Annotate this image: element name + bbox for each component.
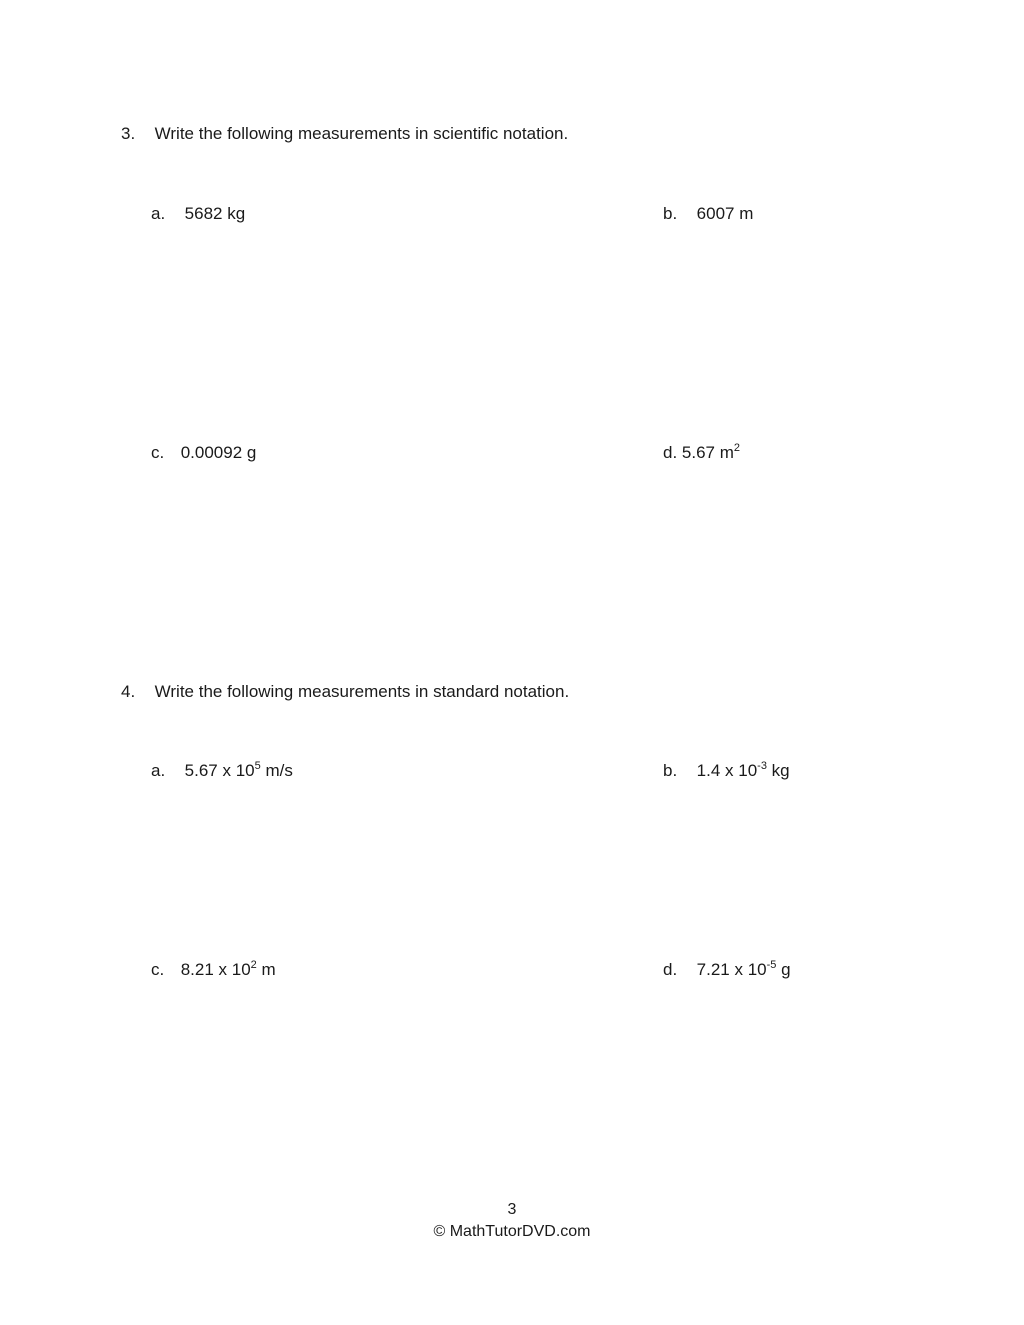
copyright-notice: © MathTutorDVD.com: [433, 1223, 591, 1240]
page-number: 3: [507, 1201, 517, 1218]
question-3a-letter: a.: [151, 204, 166, 223]
question-3b-letter: b.: [663, 204, 678, 223]
question-3d-base: 5.67 m: [681, 443, 734, 462]
question-4d-unit: g: [781, 960, 791, 979]
question-4c-letter: c.: [151, 960, 165, 979]
question-4-text: Write the following measurements in standard notation.: [154, 682, 570, 701]
question-3a-value: 5682 kg: [184, 204, 246, 223]
question-3d-exponent: 2: [733, 442, 741, 454]
question-3d-letter: d.: [663, 443, 678, 462]
question-4c-unit: m: [261, 960, 276, 979]
question-4d-exponent: -5: [766, 959, 777, 971]
question-3b-value: 6007 m: [696, 204, 754, 223]
question-4b-unit: kg: [771, 761, 790, 780]
question-4a-unit: m/s: [265, 761, 293, 780]
question-3-text: Write the following measurements in scientific notation.: [154, 124, 569, 143]
question-4b-exponent: -3: [757, 760, 767, 772]
question-3c-letter: c.: [151, 443, 165, 462]
question-3b: [663, 203, 753, 225]
question-4a-base: 5.67 x 10: [184, 761, 255, 780]
question-3: [121, 123, 568, 145]
question-4d-letter: d.: [663, 960, 678, 979]
question-4-number: 4.: [121, 682, 136, 701]
question-4a-exponent: 5: [254, 760, 261, 772]
question-4b: [663, 760, 790, 782]
question-4a: [151, 760, 293, 782]
question-3c: [151, 442, 256, 464]
question-4c-exponent: 2: [250, 959, 257, 971]
question-3-number: 3.: [121, 124, 136, 143]
question-3c-value: 0.00092 g: [180, 443, 257, 462]
question-4a-letter: a.: [151, 761, 166, 780]
question-3a: [151, 203, 245, 225]
question-4c: [151, 959, 276, 981]
question-4b-letter: b.: [663, 761, 678, 780]
question-4: [121, 681, 569, 703]
question-3d: [663, 442, 740, 464]
question-4d-base: 7.21 x 10: [696, 960, 767, 979]
question-4d: [663, 959, 791, 981]
question-4b-base: 1.4 x 10: [696, 761, 758, 780]
question-4c-base: 8.21 x 10: [180, 960, 251, 979]
